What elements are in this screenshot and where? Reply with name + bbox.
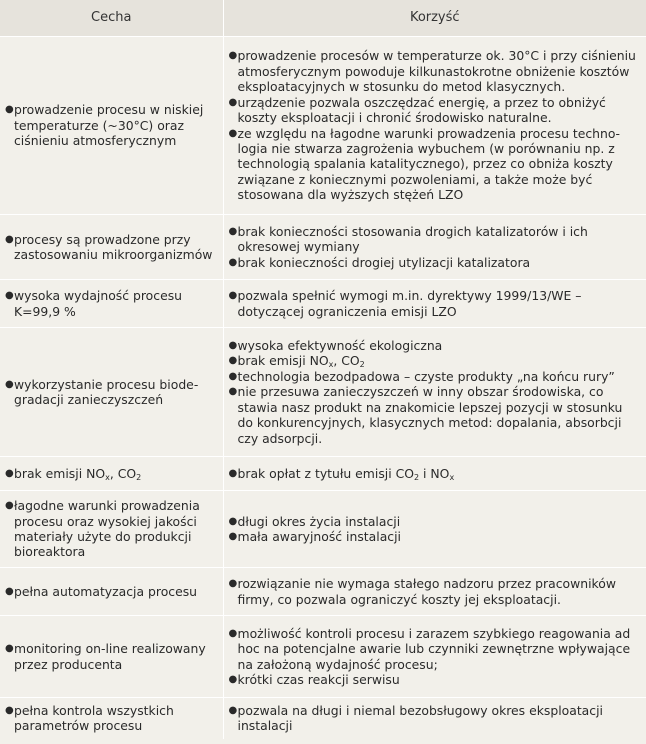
bullet-icon: ● <box>228 673 238 685</box>
bullet-icon: ● <box>5 467 14 479</box>
header-feature: Cecha <box>0 0 223 37</box>
feature-item <box>5 377 217 408</box>
benefit-item <box>229 338 641 353</box>
bullet-icon: ● <box>228 627 238 639</box>
bullet-icon: ● <box>5 643 14 655</box>
bullet-icon: ● <box>228 386 238 398</box>
table-row <box>0 568 646 616</box>
benefit-cell <box>223 280 646 328</box>
table-row <box>0 215 646 280</box>
benefit-item-text: możliwość kontroli procesu i zarazem szybkiego reagowania ad hoc na potencjalne awarie lub czynniki zewnętrzne wpływające na założoną wydajność procesu; <box>237 625 631 672</box>
feature-item-text: pełna automatyzacja procesu <box>14 583 198 599</box>
benefit-cell <box>223 37 646 215</box>
benefit-item-text: technologia bezodpadowa – czyste produkty „na końcu rury” <box>237 368 615 384</box>
bullet-icon: ● <box>228 96 238 108</box>
bullet-icon: ● <box>228 225 238 237</box>
benefit-item <box>229 384 641 446</box>
benefit-item-text: rozwiązanie nie wymaga stałego nadzoru przez pracowników firmy, co pozwala ograniczyć koszty jej eksploatacji. <box>237 576 616 607</box>
benefit-cell <box>223 698 646 739</box>
bullet-icon: ● <box>228 290 238 302</box>
feature-item <box>5 466 217 481</box>
feature-cell <box>0 698 223 739</box>
benefit-item <box>229 466 641 481</box>
benefit-item-text: mała awaryjność instalacji <box>237 529 401 544</box>
benefit-item <box>229 95 641 126</box>
benefit-cell <box>223 328 646 457</box>
feature-item-text: łagodne warunki prowadzenia procesu oraz wysokiej jakości materiały użyte do produkcji bioreaktora <box>14 498 200 560</box>
bullet-icon: ● <box>5 500 14 512</box>
table-row <box>0 457 646 491</box>
feature-item-text: procesy są prowadzone przy zastosowaniu mikroorganizmów <box>14 231 213 262</box>
feature-item-text: pełna kontrola wszystkich parametrów procesu <box>14 702 174 734</box>
table-row <box>0 37 646 215</box>
feature-item <box>5 288 217 319</box>
bullet-icon: ● <box>228 50 238 62</box>
feature-item-text: brak emisji $NO_x$, $CO_2$ <box>14 465 142 482</box>
feature-item <box>5 641 217 672</box>
table-row <box>0 698 646 739</box>
benefit-item-text: brak opłat z tytułu emisji $CO_2$ i $NO_x$ <box>237 465 455 482</box>
benefit-cell <box>223 457 646 491</box>
benefit-item-text: brak konieczności drogiej utylizacji katalizatora <box>237 254 531 270</box>
benefit-item-text: pozwala spełnić wymogi m.in. dyrektywy 1999/13/WE – dotyczącej ograniczenia emisji LZO <box>237 288 582 319</box>
benefit-item-text: długi okres życia instalacji <box>237 513 401 529</box>
bullet-icon: ● <box>5 704 14 716</box>
benefit-item-text: pozwala na długi i niemal bezobsługowy okres eksploatacji instalacji <box>237 702 603 734</box>
benefit-item <box>229 255 641 270</box>
table-body <box>0 37 646 739</box>
feature-item <box>5 498 217 560</box>
benefit-item-text: prowadzenie procesów w temperaturze ok. 30°C i przy ciśnieniu atmosferycznym powoduje kilkunastokrotne obniżenie kosztów eksploatacyjnych w stosunku do metod klasycznych. <box>237 48 636 95</box>
bullet-icon: ● <box>228 256 238 268</box>
feature-item-text: monitoring on-line realizowany przez producenta <box>14 641 206 672</box>
benefit-item-text: urządzenie pozwala oszczędzać energię, a przez to obniżyć koszty eksploatacji i chronić środowisko naturalne. <box>237 94 606 126</box>
benefit-item-text: ze względu na łagodne warunki prowadzenia procesu technologia nie stwarza zagrożenia wybuchem (w porównaniu np. z technologią spalania katalitycznego), przez co obniża koszty związane z koniecznymi pozwoleniami, a także może być stosowana dla wyższych stężeń LZO <box>237 125 620 203</box>
benefit-item <box>229 703 641 734</box>
feature-item <box>5 232 217 263</box>
benefit-cell <box>223 215 646 280</box>
bullet-icon: ● <box>5 104 14 116</box>
benefit-item <box>229 369 641 384</box>
feature-item-text: wysoka wydajność procesu K=99,9 % <box>14 288 183 319</box>
feature-cell <box>0 457 223 491</box>
feature-item-text: prowadzenie procesu w niskiej temperaturze (~30°C) oraz ciśnieniu atmosferycznym <box>14 102 204 149</box>
feature-cell <box>0 328 223 457</box>
benefit-item-text: brak emisji $NO_x$, $CO_2$ <box>237 353 365 370</box>
benefit-item <box>229 288 641 319</box>
feature-item-text: wykorzystanie procesu biodegradacji zanieczyszczeń <box>14 376 199 407</box>
bullet-icon: ● <box>228 515 238 527</box>
table-row <box>0 491 646 568</box>
benefit-item-text: nie przesuwa zanieczyszczeń w inny obszar środowiska, co stawia nasz produkt na znakomicie lepszej pozycji w stosunku do konkurencyjnych, klasycznych metod: dopalania, absorbcji czy adsorpcji. <box>237 384 623 446</box>
bullet-icon: ● <box>228 531 238 542</box>
benefit-item <box>229 353 641 368</box>
benefit-item-text: brak konieczności stosowania drogich katalizatorów i ich okresowej wymiany <box>237 223 588 255</box>
benefit-item <box>229 514 641 529</box>
benefit-cell <box>223 491 646 568</box>
bullet-icon: ● <box>228 127 238 139</box>
benefit-item <box>229 672 641 687</box>
bullet-icon: ● <box>228 340 238 352</box>
benefit-item <box>229 48 641 94</box>
bullet-icon: ● <box>5 233 14 245</box>
bullet-icon: ● <box>5 378 14 390</box>
bullet-icon: ● <box>228 355 238 367</box>
benefit-item <box>229 576 641 607</box>
header-benefit: Korzyść <box>223 0 646 37</box>
bullet-icon: ● <box>228 578 238 590</box>
table-row <box>0 616 646 698</box>
benefit-item <box>229 626 641 672</box>
feature-cell <box>0 280 223 328</box>
benefit-cell <box>223 616 646 698</box>
table-row <box>0 280 646 328</box>
feature-item <box>5 703 217 734</box>
benefit-item-text: wysoka efektywność ekologiczna <box>237 338 443 354</box>
benefit-item-text: krótki czas reakcji serwisu <box>237 671 400 687</box>
benefit-item <box>229 529 641 544</box>
bullet-icon: ● <box>228 467 238 479</box>
feature-cell <box>0 491 223 568</box>
feature-cell <box>0 37 223 215</box>
benefit-item <box>229 126 641 203</box>
header-row <box>0 0 646 37</box>
feature-cell <box>0 568 223 616</box>
feature-item <box>5 584 217 599</box>
feature-item <box>5 102 217 148</box>
bullet-icon: ● <box>228 704 238 716</box>
feature-cell <box>0 616 223 698</box>
table-row <box>0 328 646 457</box>
feature-cell <box>0 215 223 280</box>
bullet-icon: ● <box>228 370 238 382</box>
bullet-icon: ● <box>5 585 14 597</box>
benefit-cell <box>223 568 646 616</box>
benefit-item <box>229 224 641 255</box>
bullet-icon: ● <box>5 290 14 302</box>
